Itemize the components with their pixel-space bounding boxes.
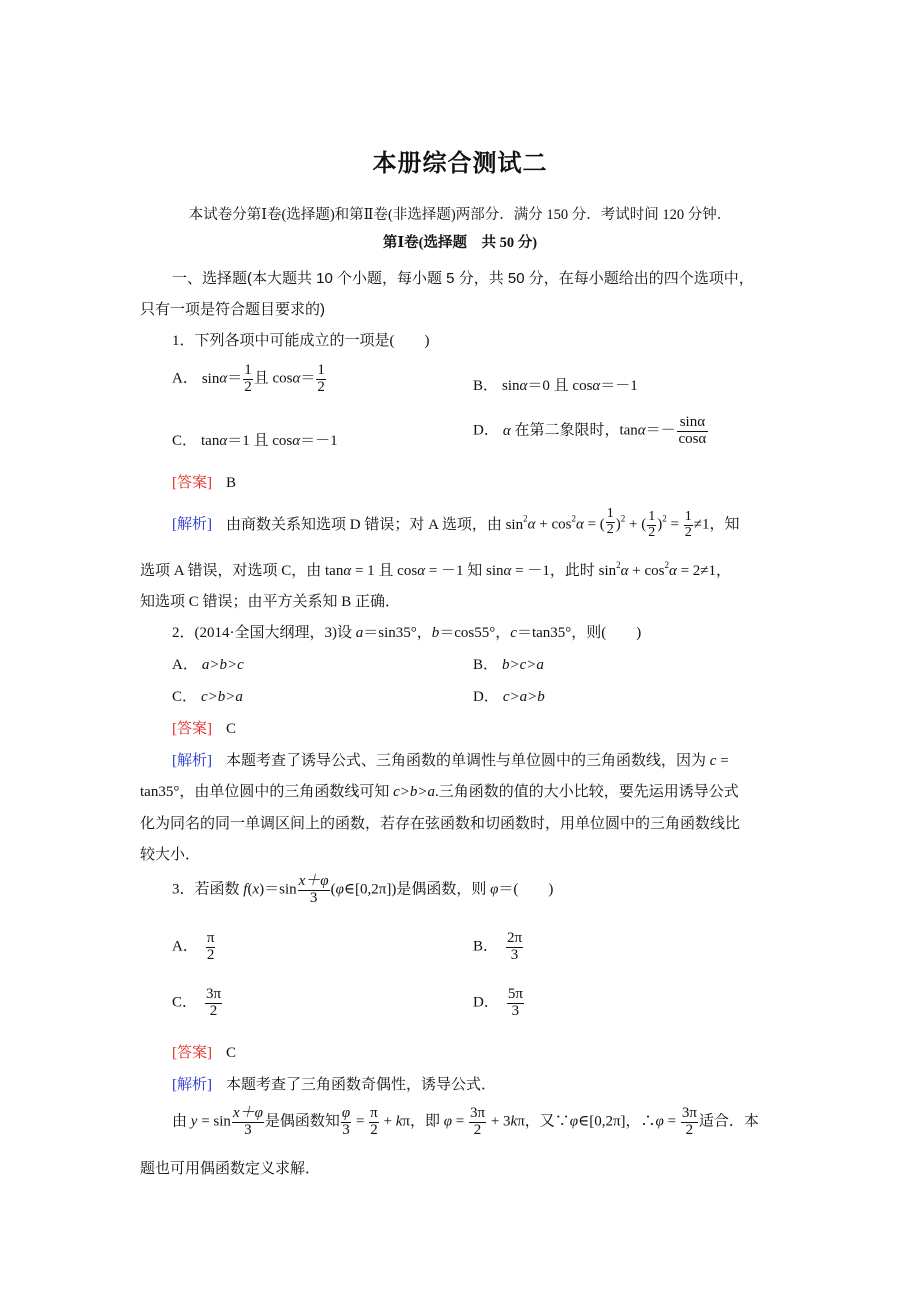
text: = 1 且 cos	[351, 563, 418, 579]
text: 选项 A 错误，对选项 C，由 tan	[140, 563, 344, 579]
text: tan35°，由单位圆中的三角函数线可知	[140, 784, 394, 800]
text: )	[657, 516, 663, 533]
superscript: 2	[620, 513, 626, 524]
alpha: α	[417, 563, 426, 579]
numerator: 3π	[470, 1105, 486, 1121]
answer-value: C	[226, 721, 237, 737]
text: ＝tan35°，则( )	[516, 625, 642, 641]
fraction	[316, 363, 326, 396]
fraction	[507, 987, 524, 1020]
fraction	[647, 510, 656, 540]
var-f: f	[243, 881, 248, 898]
numerator: φ	[341, 1105, 351, 1121]
alpha: α	[219, 370, 228, 387]
superscript: 2	[664, 560, 669, 570]
alpha: α	[592, 378, 601, 394]
denominator: 3	[342, 1121, 350, 1138]
fraction	[206, 931, 216, 964]
text: ∈[0,2π]，∴	[578, 1113, 656, 1130]
var-c: c	[510, 625, 517, 641]
option-label: B．	[473, 938, 499, 955]
q3-option-d	[473, 987, 525, 1020]
numerator: 1	[684, 509, 692, 524]
q3-stem	[172, 874, 553, 907]
option-label: D．	[473, 422, 499, 439]
text: = －1，此时 sin	[511, 563, 617, 579]
var-k: k	[395, 1113, 403, 1130]
numerator: π	[370, 1105, 378, 1121]
denominator: 3	[244, 1121, 252, 1138]
option-label: C．	[172, 689, 198, 705]
denominator: 2	[370, 1121, 378, 1138]
fraction	[606, 507, 615, 537]
q3-analysis-line3: 题也可用偶函数定义求解．	[140, 1161, 321, 1177]
alpha: α	[502, 422, 511, 439]
alpha: α	[503, 563, 512, 579]
q1-analysis-line2	[140, 559, 731, 580]
q2-option-c	[172, 685, 243, 706]
exam-intro: 本试卷分第Ⅰ卷(选择题)和第Ⅱ卷(非选择题)两部分．满分 150 分．考试时间 120 分钟．	[188, 207, 732, 223]
var-a: a	[355, 625, 364, 641]
q3-option-a	[172, 931, 216, 964]
superscript: 2	[662, 513, 667, 524]
option-value: b>c>a	[502, 657, 544, 673]
option-label: C．	[172, 433, 198, 449]
q2-analysis-line3: 化为同名的同一单调区间上的函数，若存在弦函数和切函数时，用单位圆中的三角函数线比	[140, 816, 741, 832]
option-label: A．	[172, 370, 198, 387]
text: )＝sin	[259, 881, 297, 898]
fraction	[506, 931, 523, 964]
text: (	[247, 881, 253, 898]
text: +	[379, 1113, 396, 1130]
var-b: b	[431, 625, 440, 641]
inequality: c>b>a	[393, 784, 435, 800]
answer-label: [答案]	[172, 475, 212, 491]
fraction	[681, 1106, 698, 1139]
page-title: 本册综合测试二	[372, 150, 548, 177]
option-value: c>b>a	[201, 689, 243, 705]
numerator: 1	[244, 362, 252, 378]
text: ＝	[300, 370, 316, 387]
denominator: 2	[685, 1121, 694, 1138]
q2-option-d	[473, 685, 545, 706]
fraction	[205, 987, 222, 1020]
fraction	[232, 1106, 264, 1139]
text: ＝( )	[498, 881, 554, 898]
numerator: 1	[606, 506, 614, 521]
q3-option-b	[473, 931, 524, 964]
alpha: α	[527, 516, 536, 533]
answer-value: B	[226, 475, 237, 491]
text: + 3	[487, 1113, 511, 1130]
alpha: α	[620, 563, 629, 579]
denominator: 2	[648, 524, 656, 540]
option-label: C．	[172, 994, 198, 1011]
fraction	[243, 363, 253, 396]
numerator: 1	[317, 362, 325, 378]
numerator: 1	[648, 509, 656, 524]
option-label: D．	[473, 994, 499, 1011]
denominator: 2	[684, 524, 692, 540]
text: )	[615, 516, 621, 533]
q1-analysis-line3: 知选项 C 错误；由平方关系知 B 正确．	[140, 594, 401, 610]
numerator: x＋φ	[298, 873, 329, 889]
fraction	[677, 415, 708, 448]
text: 2．(2014·全国大纲理，3)设	[172, 625, 356, 641]
numerator: 3π	[206, 986, 222, 1002]
alpha: α	[219, 433, 228, 449]
superscript: 2	[571, 513, 576, 524]
var-c: c	[709, 753, 717, 769]
part1-heading: 第Ⅰ卷(选择题 共 50 分)	[382, 235, 538, 251]
q3-analysis-line1	[172, 1073, 496, 1094]
text: =	[452, 1113, 468, 1130]
fraction	[298, 874, 330, 907]
text: 由	[172, 1113, 191, 1130]
text: 适合．本	[698, 1113, 759, 1130]
text: sin	[201, 370, 220, 387]
var-phi: φ	[569, 1113, 579, 1130]
analysis-label: [解析]	[172, 753, 212, 769]
numerator: 3π	[681, 1105, 697, 1121]
text: 且 cos	[253, 370, 293, 387]
text: =	[716, 753, 729, 769]
text: ＝cos55°，	[439, 625, 511, 641]
text: 是偶函数知	[264, 1113, 340, 1130]
denominator: 2	[206, 946, 215, 963]
text: 在第二象限时，tan	[510, 422, 638, 439]
denominator: 3	[309, 889, 318, 906]
text: ＝－1	[600, 378, 638, 394]
text: ＝	[227, 370, 243, 387]
q3-answer	[172, 1041, 236, 1062]
var-phi: φ	[335, 881, 344, 898]
numerator: sinα	[677, 415, 708, 432]
denominator: cosα	[678, 430, 707, 447]
denominator: 2	[606, 521, 614, 537]
text: + cos	[628, 563, 665, 579]
q1-analysis-line1: [解析] 由商数关系知选项 D 错误；对 A 选项，由 $\sin^2\alpha + \cos^2\alpha$ = ( $\frac{1}{2}$ )$^2$ + ( $\frac{1}{2}$ )$^2$ = $\frac{1}{2}$ ≠1，知	[172, 506, 740, 540]
q2-option-b	[473, 653, 544, 674]
text: 本题考查了三角函数奇偶性，诱导公式．	[226, 1077, 497, 1093]
option-label: A．	[172, 938, 198, 955]
alpha: α	[519, 378, 528, 394]
answer-label: [答案]	[172, 1045, 212, 1061]
text: ＝－	[645, 422, 676, 439]
q2-analysis-line2	[140, 780, 739, 801]
var-y: y	[190, 1113, 198, 1130]
text: ＝sin35°，	[363, 625, 432, 641]
q2-answer	[172, 717, 236, 738]
var-phi: φ	[443, 1113, 453, 1130]
var-phi: φ	[490, 881, 499, 898]
denominator: 3	[511, 1002, 520, 1019]
analysis-label: [解析]	[172, 1077, 212, 1093]
text: = sin	[197, 1113, 231, 1130]
denominator: 3	[510, 946, 519, 963]
superscript: 2	[616, 560, 621, 570]
alpha: α	[292, 370, 301, 387]
text: ∈[0,2π])是偶函数，则	[343, 881, 491, 898]
var-k: k	[510, 1113, 518, 1130]
option-label: D．	[473, 689, 499, 705]
denominator: 2	[317, 378, 325, 395]
numerator: x＋φ	[232, 1105, 263, 1121]
text: tan	[201, 433, 220, 449]
q1-answer	[172, 471, 236, 492]
analysis-label: [解析]	[172, 516, 212, 533]
option-value: c>a>b	[502, 689, 545, 705]
numerator: 2π	[507, 930, 523, 946]
text: ≠1，知	[693, 516, 740, 533]
q2-option-a	[172, 653, 244, 674]
text: + cos	[535, 516, 572, 533]
text: ＝1 且 cos	[227, 433, 293, 449]
text: = (	[583, 516, 605, 533]
answer-label: [答案]	[172, 721, 212, 737]
text: sin	[502, 378, 520, 394]
fraction	[369, 1106, 379, 1139]
alpha: α	[292, 433, 301, 449]
text: (	[330, 881, 336, 898]
q1-stem: 1．下列各项中可能成立的一项是( )	[172, 333, 430, 349]
text: =	[663, 1113, 680, 1130]
q1-option-c	[172, 429, 338, 450]
fraction	[469, 1106, 486, 1139]
q1-option-a	[172, 363, 327, 396]
text: ＝－1	[300, 433, 338, 449]
q2-analysis-line1	[172, 749, 729, 770]
alpha: α	[637, 422, 646, 439]
numerator: 5π	[507, 986, 523, 1002]
denominator: 2	[473, 1121, 482, 1138]
denominator: 2	[209, 1002, 218, 1019]
superscript: 2	[523, 513, 528, 524]
option-label: A．	[172, 657, 198, 673]
numerator: π	[206, 930, 215, 946]
fraction	[684, 510, 693, 540]
text: π，又∵	[517, 1113, 570, 1130]
text: 3．若函数	[172, 881, 244, 898]
section-heading-line2: 只有一项是符合题目要求的)	[140, 301, 325, 318]
q2-stem	[172, 621, 641, 642]
text: = 2≠1，	[676, 563, 732, 579]
text: =	[352, 1113, 369, 1130]
answer-value: C	[226, 1045, 237, 1061]
alpha: α	[575, 516, 584, 533]
text: 由商数关系知选项 D 错误；对 A 选项，由 sin	[226, 516, 524, 533]
q3-option-c	[172, 987, 223, 1020]
fraction	[341, 1106, 351, 1139]
option-label: B．	[473, 657, 499, 673]
option-value: a>b>c	[201, 657, 244, 673]
var-phi: φ	[655, 1113, 664, 1130]
text: ＝0 且 cos	[527, 378, 593, 394]
alpha: α	[343, 563, 352, 579]
section-heading-line1: 一、选择题(本大题共 10 个小题，每小题 5 分，共 50 分，在每小题给出的四个选项中，	[172, 270, 754, 287]
q3-analysis-line2	[172, 1106, 759, 1139]
text: π，即	[402, 1113, 444, 1130]
text: .三角函数的值的大小比较，要先运用诱导公式	[434, 784, 739, 800]
denominator: 2	[244, 378, 252, 395]
q1-option-d	[473, 415, 709, 448]
option-label: B．	[473, 378, 499, 394]
q1-option-b	[473, 374, 638, 395]
text: = －1 知 sin	[425, 563, 504, 579]
text: 本题考查了诱导公式、三角函数的单调性与单位圆中的三角函数线，因为	[226, 753, 710, 769]
q2-analysis-line4: 较大小．	[140, 847, 201, 863]
var-x: x	[252, 881, 260, 898]
alpha: α	[668, 563, 677, 579]
